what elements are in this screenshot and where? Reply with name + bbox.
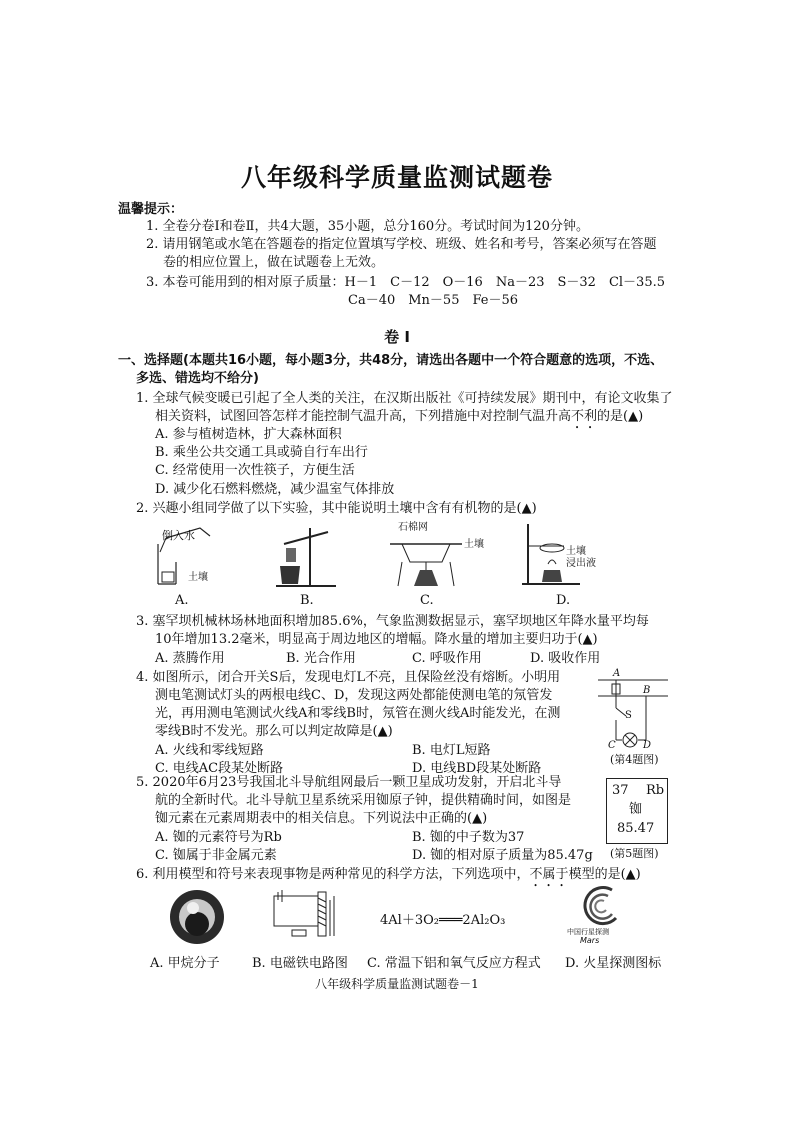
q4-fig-label-s: S [625,710,632,721]
q3-option-d: D. 吸收作用 [530,651,601,666]
q6-mars-logo-icon [572,884,626,926]
q6-option-d: D. 火星探测图标 [565,956,662,971]
q5-option-a: A. 铷的元素符号为Rb [155,830,282,845]
q2-stem: 2. 兴趣小组同学做了以下实验，其中能说明土壤中含有有机物的是(▲) [136,501,537,516]
section-instructions: 一、选择题(本题共16小题，每小题3分，共48分，请选出各题中一个符合题意的选项，不选、 [118,353,664,368]
section-title: 卷 Ⅰ [384,328,410,346]
q6-methane-model [168,888,226,946]
q4-fig-label-d: D [643,740,652,751]
q2-option-c: C. [420,593,434,608]
q2-figure-b [270,522,340,590]
q5-caption: (第5题图) [610,847,659,860]
q4-fig-label-a: A [613,668,621,679]
q5-element-symbol: Rb [646,783,665,798]
tip-3-cont: Ca－40 Mn－55 Fe－56 [348,293,519,308]
q5-atomic-number: 37 [612,783,629,798]
q4-fig-label-b: B [643,685,651,696]
q2-figure-c [382,522,482,590]
q2-fig-d-label-2: 浸出液 [566,558,596,569]
q4-option-c: C. 电线AC段某处断路 [155,761,284,776]
q2-fig-a-label-1: 倒入水 [162,529,195,542]
q4-stem-1: 4. 如图所示，闭合开关S后，发现电灯L不亮，且保险丝没有熔断。小明用 [136,670,561,685]
q5-element-name: 铷 [629,802,643,817]
page-title: 八年级科学质量监测试题卷 [240,163,553,192]
q4-stem-3: 光，再用测电笔测试火线A和零线B时，氖管在测火线A时能发光，在测 [155,706,561,721]
q4-stem-4: 零线B时不发光。那么可以判定故障是(▲) [155,724,393,739]
q6-stem-part: 6. 利用模型和符号来表现事物是两种常见的科学方法，下列选项中， [136,867,530,882]
q6-electromagnet-circuit [268,890,342,942]
q2-fig-a-label-2: 土壤 [188,572,208,583]
q3-stem: 3. 塞罕坝机械林场林地面积增加85.6%，气象监测数据显示，塞罕坝地区年降水量平均每 [136,614,649,629]
q3-stem-cont: 10年增加13.2毫米，明显高于周边地区的增幅。降水量的增加主要归功于(▲) [155,632,598,647]
section-instructions-cont: 多选、错选均不给分) [136,371,259,386]
q6-option-c: C. 常温下铝和氧气反应方程式 [367,956,541,971]
q1-option-c: C. 经常使用一次性筷子，方便生活 [155,463,355,478]
q1-emphasis: 不利 [571,409,598,424]
q6-equation: 4Al＋3O₂═══2Al₂O₃ [380,913,506,928]
tip-2: 2. 请用钢笔或水笔在答题卷的指定位置填写学校、班级、姓名和考号，答案必须写在答题 [146,237,657,252]
tip-1: 1. 全卷分卷Ⅰ和卷Ⅱ，共4大题，35小题，总分160分。考试时间为120分钟。 [146,219,589,234]
q3-option-a: A. 蒸腾作用 [155,651,225,666]
q3-option-c: C. 呼吸作用 [412,651,482,666]
q6-logo-text: 中国行星探测 [567,928,609,936]
q4-caption: (第4题图) [610,753,659,766]
q2-option-d: D. [556,593,571,608]
tips-heading: 温馨提示： [118,202,184,217]
tip-2-cont: 卷的相应位置上，做在试题卷上无效。 [163,255,385,270]
q6-stem [136,866,641,890]
q6-stem-end: 模型的是(▲) [568,867,641,882]
q5-stem-1: 5. 2020年6月23号我国北斗导航组网最后一颗卫星成功发射，开启北斗导 [136,775,562,790]
q2-option-a: A. [175,593,189,608]
q1-stem: 1. 全球气候变暖已引起了全人类的关注，在汉斯出版社《可持续发展》期刊中，有论文收集了 [136,391,673,406]
q5-stem-3: 铷元素在元素周期表中的相关信息。下列说法中正确的(▲) [155,811,488,826]
q2-fig-d-label-1: 土壤 [566,546,586,557]
q6-option-b: B. 电磁铁电路图 [252,956,348,971]
q1-option-d: D. 减少化石燃料燃烧，减少温室气体排放 [155,482,395,497]
q2-option-b: B. [300,593,314,608]
q4-fig-label-c: C [608,740,616,751]
q3-option-b: B. 光合作用 [286,651,356,666]
q5-option-d: D. 铷的相对原子质量为85.47g [412,848,593,863]
tip-3: 3. 本卷可能用到的相对原子质量：H－1 C－12 O－16 Na－23 S－32 Cl－35.5 [146,275,665,290]
q5-atomic-mass: 85.47 [617,821,655,836]
q1-option-a: A. 参与植树造林，扩大森林面积 [155,427,342,442]
q6-emphasis: 不属于 [529,867,569,882]
q6-option-a: A. 甲烷分子 [150,956,220,971]
q2-fig-c-label-2: 土壤 [464,539,484,550]
q1-stem-end: 的是(▲) [597,409,644,424]
q4-option-a: A. 火线和零线短路 [155,743,264,758]
q2-fig-c-label-1: 石棉网 [398,522,428,533]
q6-logo-text-en: Mars [580,936,600,945]
q4-option-b: B. 电灯L短路 [412,743,491,758]
q1-stem-part: 相关资料，试图回答怎样才能控制气温升高，下列措施中对控制气温升高 [155,409,572,424]
q4-option-d: D. 电线BD段某处断路 [412,761,542,776]
q4-stem-2: 测电笔测试灯头的两根电线C、D，发现这两处都能使测电笔的氖管发 [155,688,553,703]
q5-stem-2: 航的全新时代。北斗导航卫星系统采用铷原子钟，提供精确时间，如图是 [155,793,572,808]
q5-option-c: C. 铷属于非金属元素 [155,848,277,863]
page-footer: 八年级科学质量监测试题卷－1 [315,977,479,991]
q5-option-b: B. 铷的中子数为37 [412,830,525,845]
q1-option-b: B. 乘坐公共交通工具或骑自行车出行 [155,445,368,460]
